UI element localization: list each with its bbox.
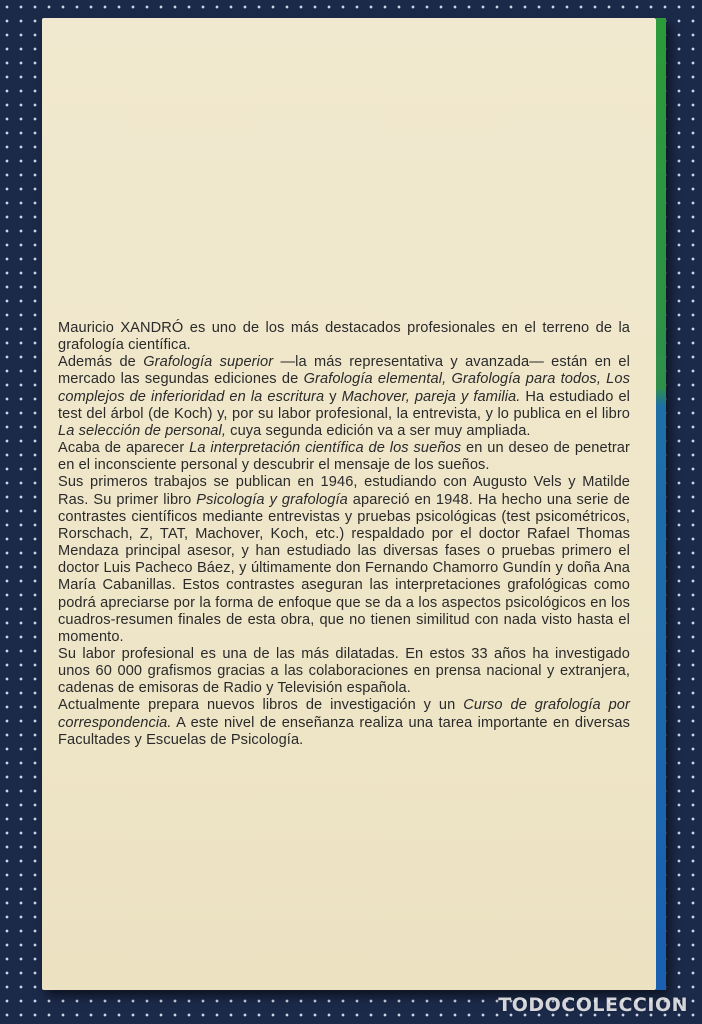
body-text: Además de bbox=[58, 354, 144, 371]
book-title-text: Psicología y grafología bbox=[196, 491, 348, 508]
blurb-paragraph bbox=[58, 354, 630, 440]
body-text: Acaba de aparecer bbox=[58, 440, 190, 457]
book-title-text: Curso de grafología por correspondencia. bbox=[58, 697, 630, 731]
book-title-text: La interpretación científica de los sueños bbox=[189, 440, 462, 457]
body-text: Su labor profesional es una de las más dilatadas. En estos 33 años ha investigado unos 60 000 grafismos gracias a las colaboraciones en prensa nacional y extranjera, cadenas de emisoras de Radio y Televisión española. bbox=[58, 645, 630, 697]
body-text: —la más representativa y avanzada— están en el mercado las segundas ediciones de bbox=[58, 354, 630, 388]
book-title-text: Grafología superior bbox=[143, 354, 274, 371]
blurb-text bbox=[58, 320, 630, 749]
blurb-paragraph bbox=[58, 320, 630, 354]
body-text: Ha estudiado el test del árbol (de Koch) y, por su labor profesional, la entrevista, y lo publica en el libro bbox=[58, 388, 630, 422]
blurb-paragraph bbox=[58, 697, 630, 748]
blurb-paragraph bbox=[58, 646, 630, 697]
book-title-text: La selección de personal, bbox=[58, 422, 227, 439]
body-text: A este nivel de enseñanza realiza una tarea importante en diversas Facultades y Escuelas de Psicología. bbox=[58, 714, 630, 748]
book-title-text: Grafología elemental, Grafología para todos, Los complejos de inferioridad en la escritura bbox=[58, 371, 631, 405]
body-text: en un deseo de penetrar en el inconsciente personal y descubrir el mensaje de los sueños. bbox=[58, 440, 630, 474]
body-text: cuya segunda edición va a ser muy ampliada. bbox=[226, 422, 531, 439]
cover-edge-stripe bbox=[656, 18, 666, 990]
body-text: Mauricio XANDRÓ es uno de los más destacados profesionales en el terreno de la grafología científica. bbox=[58, 320, 630, 354]
watermark-logo: TODOCOLECCION bbox=[498, 994, 688, 1016]
body-text: apareció en 1948. Ha hecho una serie de contrastes científicos mediante entrevistas y pruebas psicológicas (test psicométricos, Rorschach, Z, TAT, Machover, Koch, etc.) respaldado por el doctor Rafael Thomas Mendaza principal asesor, y han estudiado las diversas fases o pruebas primero el doctor Luis Pacheco Báez, y últimamente don Fernando Chamorro Gundín y doña Ana María Cabanillas. Estos contrastes aseguran las interpretaciones grafológicas como podrá apreciarse por la forma de enfoque que se da a los aspectos psicológicos en los cuadros-resumen finales de esta obra, que no tienen similitud con nada visto hasta el momento. bbox=[58, 491, 631, 645]
back-cover bbox=[42, 18, 656, 990]
body-text: Actualmente prepara nuevos libros de investigación y un bbox=[58, 697, 464, 714]
book-title-text: Machover, pareja y familia. bbox=[341, 388, 521, 405]
body-text: y bbox=[324, 388, 342, 405]
book bbox=[42, 18, 666, 990]
blurb-paragraph bbox=[58, 440, 630, 474]
body-text: Sus primeros trabajos se publican en 1946, estudiando con Augusto Vels y Matilde Ras. Su primer libro bbox=[58, 474, 630, 508]
blurb-paragraph bbox=[58, 474, 630, 646]
